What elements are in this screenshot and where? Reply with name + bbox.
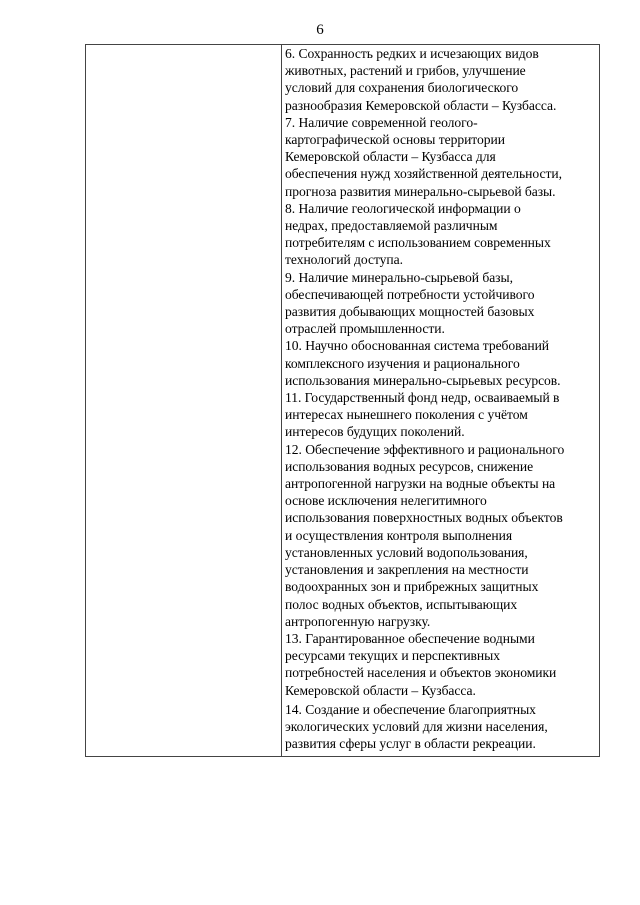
goal-item-11: 11. Государственный фонд недр, осваиваемый в интересах нынешнего поколения с учётом интересов будущих поколений.: [285, 390, 560, 440]
goal-item-14: 14. Создание и обеспечение благоприятных экологических условий для жизни населения, развития сферы услуг в области рекреации.: [285, 701, 548, 752]
document-table: [85, 44, 600, 757]
goal-item-8: 8. Наличие геологической информации о недрах, предоставляемой различным потребителям с использованием современных технологий доступа.: [285, 200, 551, 268]
page-number: 6: [316, 22, 324, 38]
goal-item-9: 9. Наличие минерально-сырьевой базы, обеспечивающей потребности устойчивого развития добывающих мощностей базовых отраслей промышленности.: [285, 269, 535, 337]
table-cell-left-empty: [86, 45, 282, 756]
table-cell-right-goals: [282, 45, 599, 756]
goal-item-7: 7. Наличие современной геолого- картографической основы территории Кемеровской области – Кузбасса для обеспечения нужд хозяйственной деятельности, прогноза развития минерально-сырьевой базы.: [285, 114, 562, 199]
goal-item-6: 6. Сохранность редких и исчезающих видов животных, растений и грибов, улучшение условий для сохранения биологического разнообразия Кемеровской области – Кузбасса.: [285, 46, 557, 113]
goal-item-13: 13. Гарантированное обеспечение водными ресурсами текущих и перспективных потребностей населения и объектов экономики Кемеровской области – Кузбасса.: [285, 630, 557, 698]
goal-item-10: 10. Научно обоснованная система требований комплексного изучения и рационального использования минерально-сырьевых ресурсов.: [285, 338, 561, 388]
goal-item-12: 12. Обеспечение эффективного и рационального использования водных ресурсов, снижение антропогенной нагрузки на водные объекты на основе исключения нелегитимного использования поверхностных водных объектов и осуществления контроля выполнения установленных условий водопользования, установления и закрепления на местности водоохранных зон и прибрежных защитных полос водных объектов, испытывающих антропогенную нагрузку.: [285, 441, 565, 629]
